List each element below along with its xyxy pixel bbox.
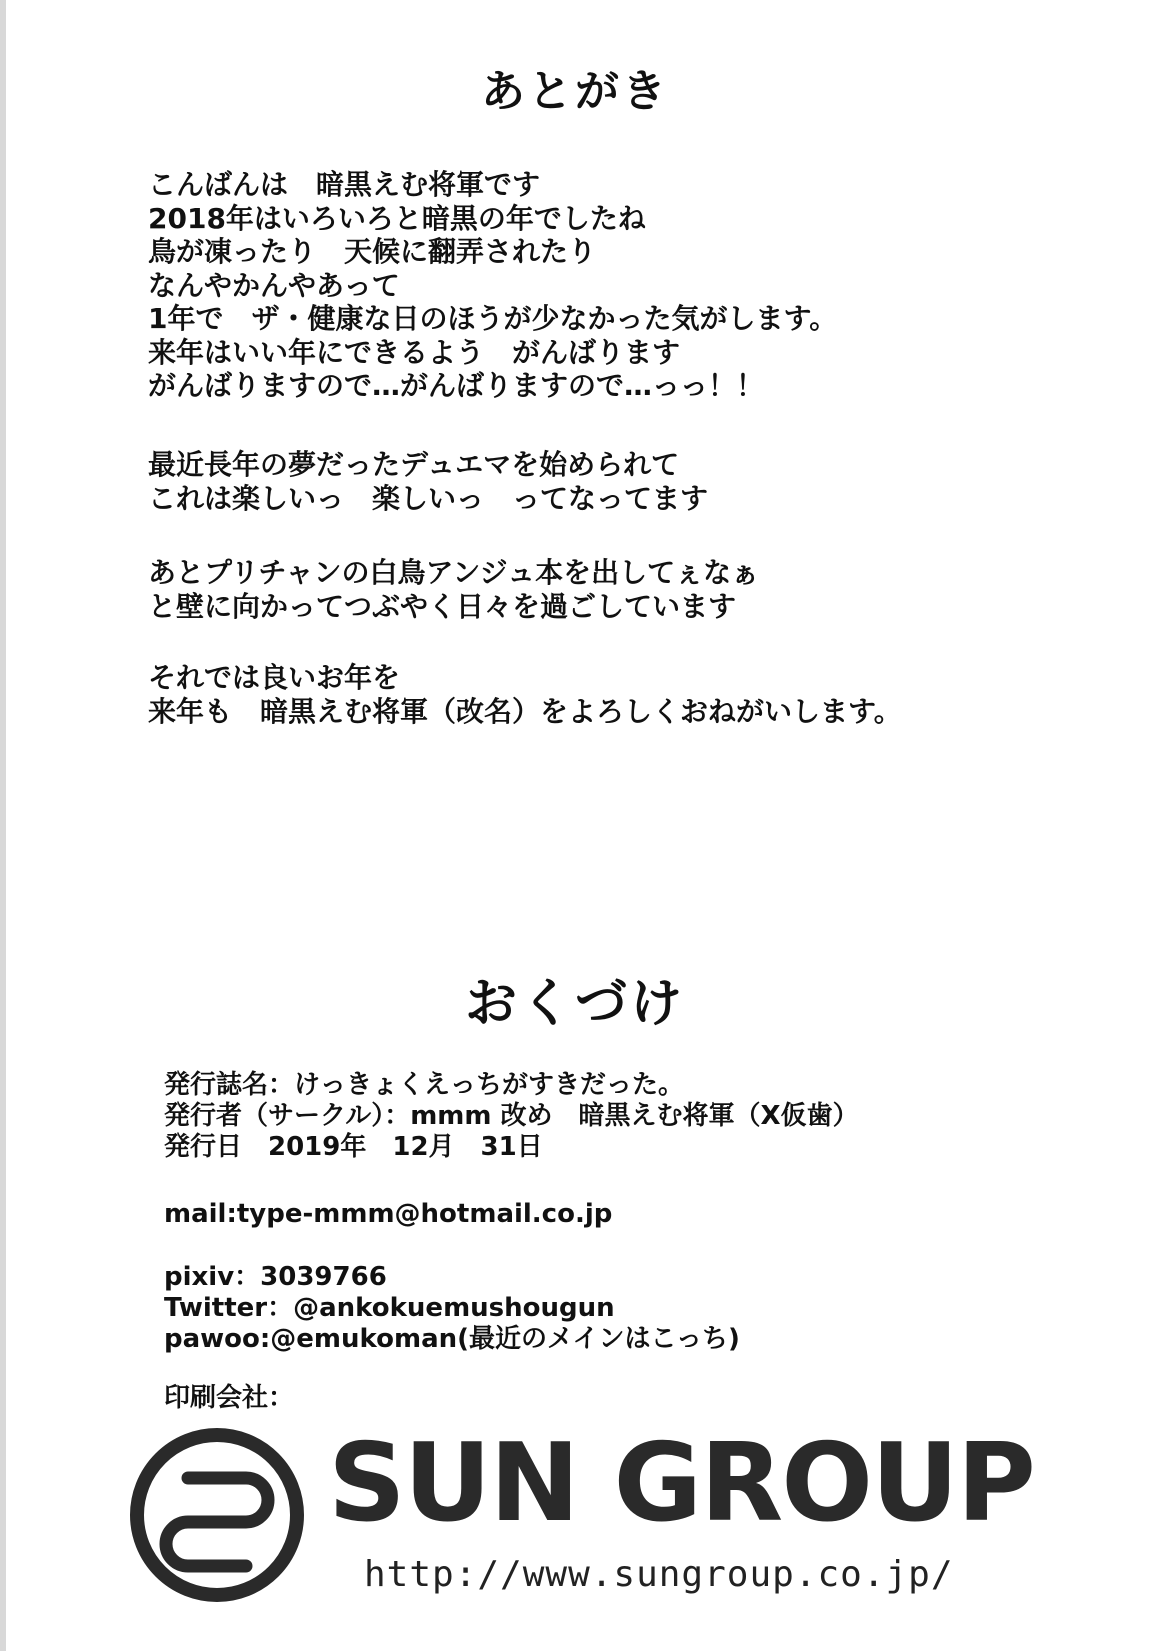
- publication-info: [164, 1070, 859, 1163]
- afterword-line: なんやかんやあって: [148, 268, 400, 302]
- pixiv-account: pixiv：3039766: [164, 1262, 387, 1292]
- pawoo-account: pawoo:@emukoman(最近のメインはこっち): [164, 1324, 740, 1354]
- afterword-line: 最近長年の夢だったデュエマを始められて: [148, 448, 680, 481]
- printer-label: 印刷会社：: [164, 1383, 295, 1413]
- printer-logo: [128, 1418, 1034, 1628]
- afterword-line: と壁に向かってつぶやく日々を過ごしています: [148, 589, 737, 623]
- afterword-paragraph-2: [148, 448, 708, 515]
- sun-group-logo-icon: [128, 1426, 306, 1604]
- afterword-line: 2018年はいろいろと暗黒の年でしたね: [148, 201, 646, 235]
- afterword-title: あとがき: [481, 66, 669, 117]
- colophon-title: おくづけ: [464, 974, 685, 1034]
- social-accounts: [164, 1262, 740, 1355]
- afterword-line: がんばりますので…がんばりますので…っっ！！: [148, 369, 765, 402]
- afterword-line: こんばんは 暗黒えむ将軍です: [148, 168, 541, 201]
- publication-date: 発行日 2019年 12月 31日: [164, 1132, 543, 1162]
- printer-logo-name: SUN GROUP: [328, 1421, 1034, 1546]
- afterword-paragraph-3: [148, 556, 759, 623]
- afterword-paragraph-4: [148, 661, 902, 728]
- afterword-paragraph-1: [148, 168, 837, 403]
- afterword-line: これは楽しいっ 楽しいっ ってなってます: [148, 481, 709, 515]
- contact-mail: mail:type-mmm@hotmail.co.jp: [164, 1199, 613, 1229]
- printer-url: http://www.sungroup.co.jp/: [364, 1554, 954, 1595]
- afterword-line: 来年はいい年にできるよう がんばります: [148, 335, 681, 369]
- afterword-line: それでは良いお年を: [148, 661, 401, 694]
- afterword-line: 1年で ザ・健康な日のほうが少なかった気がします。: [148, 302, 838, 335]
- twitter-account: Twitter：@ankokuemushougun: [164, 1293, 615, 1323]
- page-edge: [0, 0, 6, 1651]
- publisher: 発行者（サークル）：mmm 改め 暗黒えむ将軍（X仮歯）: [164, 1101, 859, 1131]
- publication-title: 発行誌名：けっきょくえっちがすきだった。: [164, 1070, 685, 1100]
- afterword-line: 来年も 暗黒えむ将軍（改名）をよろしくおねがいします。: [148, 694, 902, 728]
- afterword-line: あとプリチャンの白鳥アンジュ本を出してぇなぁ: [148, 556, 760, 589]
- afterword-line: 鳥が凍ったり 天候に翻弄されたり: [148, 235, 597, 268]
